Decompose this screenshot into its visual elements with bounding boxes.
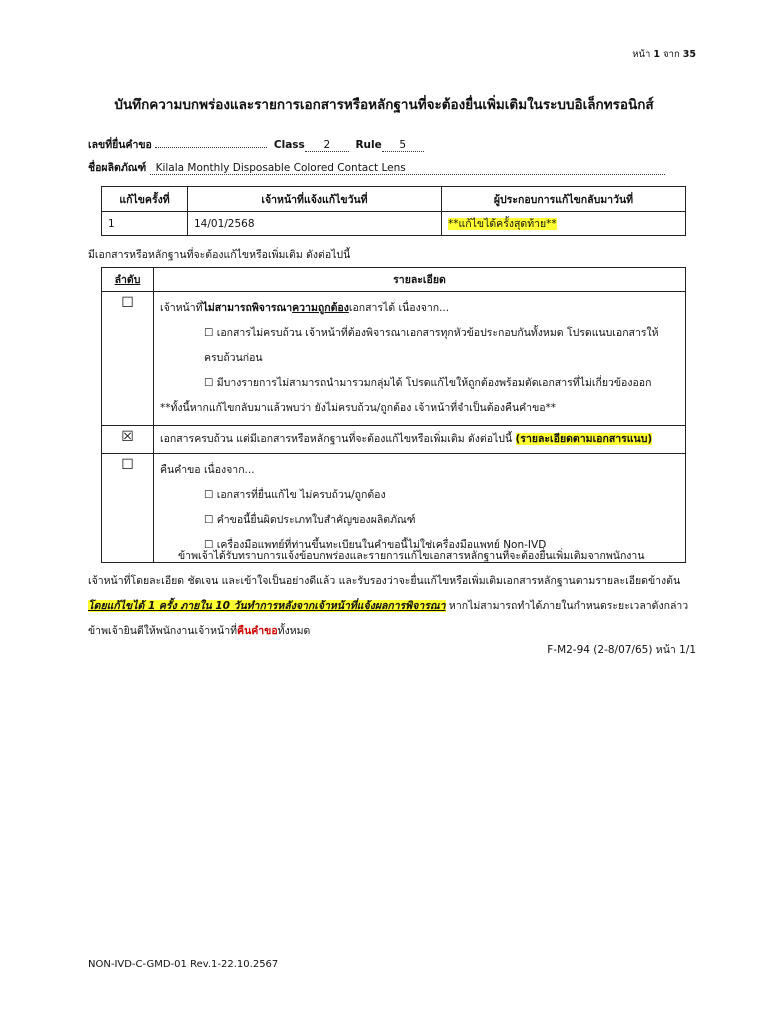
revision-table bbox=[101, 186, 686, 236]
col-detail: รายละเอียด bbox=[154, 268, 686, 292]
page-number: หน้า 1 จาก 35 bbox=[632, 49, 696, 60]
revision-header-row bbox=[102, 187, 686, 212]
form-number: F-M2-94 (2-8/07/65) หน้า 1/1 bbox=[547, 644, 696, 656]
detail-table bbox=[101, 267, 686, 563]
ack-line-1: ข้าพเจ้าได้รับทราบการแจ้งข้อบกพร่องและรายการแก้ไขเอกสารหลักฐานที่จะต้องยื่นเพิ่มเติมจากพนักงาน bbox=[178, 550, 645, 562]
request-no-value bbox=[155, 147, 267, 148]
document-title: บันทึกความบกพร่องและรายการเอกสารหรือหลักฐานที่จะต้องยื่นเพิ่มเติมในระบบอิเล็กทรอนิกส์ bbox=[114, 97, 654, 113]
ack-line-3: โดยแก้ไขได้ 1 ครั้ง ภายใน 10 วันทำการหลังจากเจ้าหน้าที่แจ้งผลการพิจารณา หากไม่สามารถทำได้ภายในกำหนดระยะเวลาดังกล่าว bbox=[88, 600, 689, 612]
item1-heading: เจ้าหน้าที่ไม่สามารถพิจารณาความถูกต้องเอกสารได้ เนื่องจาก... bbox=[160, 302, 450, 314]
document-code-footer: NON-IVD-C-GMD-01 Rev.1-22.10.2567 bbox=[88, 959, 279, 970]
intro-text: มีเอกสารหรือหลักฐานที่จะต้องแก้ไขหรือเพิ่มเติม ดังต่อไปนี้ bbox=[88, 249, 351, 261]
sub-incomplete-docs[interactable]: ☐ เอกสารไม่ครบถ้วน เจ้าหน้าที่ต้องพิจารณาเอกสารทุกหัวข้อประกอบกันทั้งหมด โปรดแนบเอกสารให้ bbox=[204, 327, 659, 339]
sub-not-non-ivd[interactable]: ☐ เครื่องมือแพทย์ที่ท่านขึ้นทะเบียนในคำขอนี้ไม่ใช่เครื่องมือแพทย์ Non-IVD bbox=[204, 539, 547, 551]
acknowledgement bbox=[88, 544, 698, 644]
revision-no-cell: 1 bbox=[102, 212, 188, 236]
detail-header-row bbox=[102, 268, 686, 292]
item2-text: เอกสารครบถ้วน แต่มีเอกสารหรือหลักฐานที่จะต้องแก้ไขหรือเพิ่มเติม ดังต่อไปนี้ bbox=[160, 433, 513, 445]
product-value: Kilala Monthly Disposable Colored Contact Lens bbox=[150, 162, 665, 175]
last-revision-note: **แก้ไขได้ครั้งสุดท้าย** bbox=[448, 218, 557, 230]
returned-cell bbox=[442, 212, 686, 236]
attachment-highlight: (รายละเอียดตามเอกสารแนบ) bbox=[515, 433, 653, 445]
rule-label: Rule bbox=[355, 139, 382, 151]
return-request-red: คืนคำขอ bbox=[237, 625, 278, 637]
detail-row-1 bbox=[102, 292, 686, 426]
checkbox-return-request[interactable]: ☐ bbox=[102, 454, 154, 563]
request-info-line bbox=[88, 136, 424, 153]
ack-line-4: ข้าพเจ้ายินดีให้พนักงานเจ้าหน้าที่คืนคำขอทั้งหมด bbox=[88, 625, 311, 637]
sub-wrong-type[interactable]: ☐ คำขอนี้ยื่นผิดประเภทใบสำคัญของผลิตภัณฑ์ bbox=[204, 514, 416, 526]
item1-note: **ทั้งนี้หากแก้ไขกลับมาแล้วพบว่า ยังไม่ครบถ้วน/ถูกต้อง เจ้าหน้าที่จำเป็นต้องคืนคำขอ** bbox=[160, 402, 557, 414]
request-no-label: เลขที่ยื่นคำขอ bbox=[88, 139, 152, 151]
col-officer-date: เจ้าหน้าที่แจ้งแก้ไขวันที่ bbox=[188, 187, 442, 212]
officer-date-cell: 14/01/2568 bbox=[188, 212, 442, 236]
class-label: Class bbox=[273, 139, 305, 151]
detail-row-2 bbox=[102, 426, 686, 454]
product-label: ชื่อผลิตภัณฑ์ bbox=[88, 162, 147, 174]
sub-revision-incomplete[interactable]: ☐ เอกสารที่ยื่นแก้ไข ไม่ครบถ้วน/ถูกต้อง bbox=[204, 489, 386, 501]
col-revision-no: แก้ไขครั้งที่ bbox=[102, 187, 188, 212]
col-order: ลำดับ bbox=[114, 274, 141, 286]
table-row bbox=[102, 212, 686, 236]
checkbox-cannot-consider[interactable]: ☐ bbox=[102, 292, 154, 426]
rule-value: 5 bbox=[382, 139, 424, 152]
sub-cannot-group[interactable]: ☐ มีบางรายการไม่สามารถนำมารวมกลุ่มได้ โปรดแก้ไขให้ถูกต้องพร้อมตัดเอกสารที่ไม่เกี่ยวข้องออก bbox=[204, 377, 652, 389]
col-returned-date: ผู้ประกอบการแก้ไขกลับมาวันที่ bbox=[442, 187, 686, 212]
product-line bbox=[88, 159, 665, 176]
class-value: 2 bbox=[305, 139, 349, 152]
item3-heading: คืนคำขอ เนื่องจาก... bbox=[160, 464, 255, 476]
ack-line-2: เจ้าหน้าที่โดยละเอียด ชัดเจน และเข้าใจเป็นอย่างดีแล้ว และรับรองว่าจะยื่นแก้ไขหรือเพิ่มเติมเอกสารหลักฐานตามรายละเอียดข้างต้น bbox=[88, 575, 681, 587]
deadline-emphasis: โดยแก้ไขได้ 1 ครั้ง ภายใน 10 วันทำการหลังจากเจ้าหน้าที่แจ้งผลการพิจารณา bbox=[88, 600, 446, 612]
sub-incomplete-docs-cont: ครบถ้วนก่อน bbox=[204, 352, 263, 364]
checkbox-docs-complete[interactable]: ☒ bbox=[102, 426, 154, 454]
